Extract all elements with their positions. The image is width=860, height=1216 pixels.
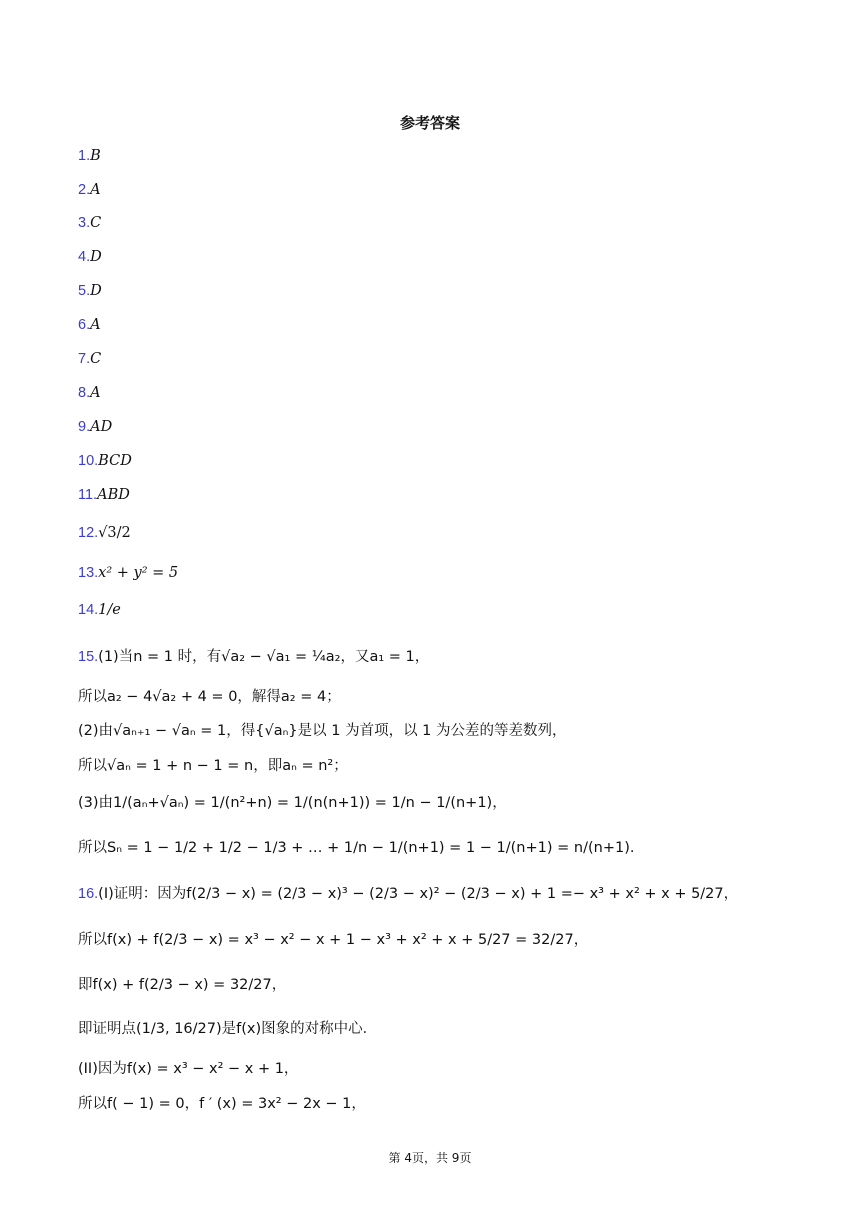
q16-line-1: 16.(I)证明：因为f(2/3 − x) = (2/3 − x)³ − (2/3 − x)² − (2/3 − x) + 1 =− x³ + x² + x + 5/27，: [78, 886, 739, 902]
answer-8: 8.A: [78, 385, 101, 401]
q16-line-2: 所以f(x) + f(2/3 − x) = x³ − x² − x + 1 − x³ + x² + x + 5/27 = 32/27，: [78, 932, 589, 948]
answer-1: 1.B: [78, 148, 101, 164]
answer-11: 11.ABD: [78, 487, 130, 503]
answer-2: 2.A: [78, 182, 101, 198]
page-title: 参考答案: [399, 114, 460, 132]
q15-line-2: 所以a₂ − 4√a₂ + 4 = 0，解得a₂ = 4；: [78, 689, 341, 705]
answer-4: 4.D: [78, 249, 102, 265]
q15-line-4: 所以√aₙ = 1 + n − 1 = n，即aₙ = n²；: [78, 758, 348, 774]
q16-line-6: 所以f( − 1) = 0，f ′ (x) = 3x² − 2x − 1，: [78, 1096, 366, 1112]
q16-line-3: 即f(x) + f(2/3 − x) = 32/27，: [78, 977, 287, 993]
q15-line-1: 15.(1)当n = 1 时，有√a₂ − √a₁ = ¼a₂，又a₁ = 1，: [78, 649, 430, 665]
answer-12: 12.√3/2: [78, 525, 131, 541]
answer-3: 3.C: [78, 215, 102, 231]
q15-line-6: 所以Sₙ = 1 − 1/2 + 1/2 − 1/3 + … + 1/n − 1/(n+1) = 1 − 1/(n+1) = n/(n+1).: [78, 840, 635, 856]
q15-line-5: (3)由1/(aₙ+√aₙ) = 1/(n²+n) = 1/(n(n+1)) = 1/n − 1/(n+1)，: [78, 795, 507, 811]
answer-10: 10.BCD: [78, 453, 132, 469]
answer-13: 13.x² + y² = 5: [78, 565, 179, 581]
answer-14: 14.1/e: [78, 602, 121, 618]
answer-6: 6.A: [78, 317, 101, 333]
answer-7: 7.C: [78, 351, 102, 367]
q16-line-4: 即证明点(1/3, 16/27)是f(x)图象的对称中心．: [78, 1021, 378, 1037]
answer-5: 5.D: [78, 283, 102, 299]
q15-line-3: (2)由√aₙ₊₁ − √aₙ = 1，得{√aₙ}是以 1 为首项，以 1 为公差的等差数列，: [78, 723, 567, 739]
answer-9: 9.AD: [78, 419, 113, 435]
page-footer: 第 4页，共 9页: [388, 1151, 472, 1165]
q16-line-5: (II)因为f(x) = x³ − x² − x + 1，: [78, 1061, 299, 1077]
